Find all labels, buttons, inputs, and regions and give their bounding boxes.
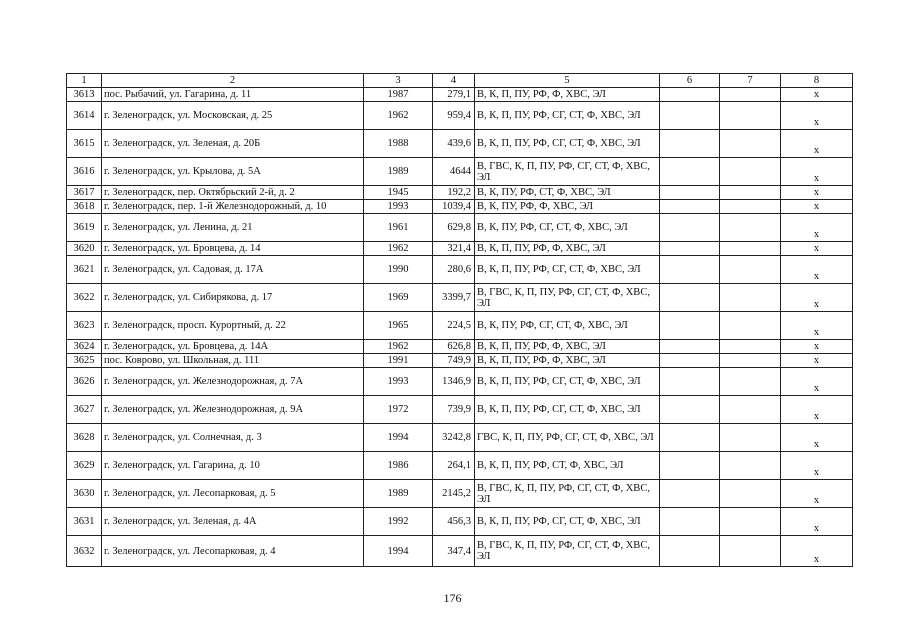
address-cell: г. Зеленоградск, пер. 1-й Железнодорожный, д. 10 xyxy=(102,200,364,214)
col6-cell xyxy=(660,340,720,354)
row-number: 3625 xyxy=(67,354,102,368)
row-number: 3613 xyxy=(67,88,102,102)
area-cell: 1039,4 xyxy=(433,200,475,214)
services-cell: В, ГВС, К, П, ПУ, РФ, СГ, СТ, Ф, ХВС, ЭЛ xyxy=(475,284,660,312)
mark-cell: х xyxy=(781,452,853,480)
area-cell: 264,1 xyxy=(433,452,475,480)
table-row xyxy=(67,368,853,396)
table-row xyxy=(67,354,853,368)
column-header: 4 xyxy=(433,74,475,88)
year-cell: 1972 xyxy=(364,396,433,424)
address-cell: г. Зеленоградск, ул. Гагарина, д. 10 xyxy=(102,452,364,480)
year-cell: 1986 xyxy=(364,452,433,480)
address-cell: пос. Рыбачий, ул. Гагарина, д. 11 xyxy=(102,88,364,102)
year-cell: 1994 xyxy=(364,536,433,567)
row-number: 3617 xyxy=(67,186,102,200)
mark-cell: х xyxy=(781,214,853,242)
area-cell: 629,8 xyxy=(433,214,475,242)
mark-cell: х xyxy=(781,130,853,158)
row-number: 3632 xyxy=(67,536,102,567)
table-row xyxy=(67,284,853,312)
services-cell: В, К, ПУ, РФ, Ф, ХВС, ЭЛ xyxy=(475,200,660,214)
area-cell: 279,1 xyxy=(433,88,475,102)
year-cell: 1990 xyxy=(364,256,433,284)
services-cell: В, К, П, ПУ, РФ, Ф, ХВС, ЭЛ xyxy=(475,242,660,256)
mark-cell: х xyxy=(781,102,853,130)
row-number: 3620 xyxy=(67,242,102,256)
area-cell: 192,2 xyxy=(433,186,475,200)
table-row xyxy=(67,242,853,256)
col6-cell xyxy=(660,88,720,102)
address-cell: г. Зеленоградск, ул. Садовая, д. 17А xyxy=(102,256,364,284)
row-number: 3622 xyxy=(67,284,102,312)
table-row xyxy=(67,312,853,340)
services-cell: В, ГВС, К, П, ПУ, РФ, СГ, СТ, Ф, ХВС, ЭЛ xyxy=(475,158,660,186)
year-cell: 1969 xyxy=(364,284,433,312)
address-cell: г. Зеленоградск, ул. Зеленая, д. 20Б xyxy=(102,130,364,158)
table-row xyxy=(67,158,853,186)
year-cell: 1988 xyxy=(364,130,433,158)
year-cell: 1987 xyxy=(364,88,433,102)
area-cell: 280,6 xyxy=(433,256,475,284)
row-number: 3623 xyxy=(67,312,102,340)
mark-cell: х xyxy=(781,424,853,452)
services-cell: В, К, П, ПУ, РФ, СГ, СТ, Ф, ХВС, ЭЛ xyxy=(475,396,660,424)
address-cell: г. Зеленоградск, ул. Ленина, д. 21 xyxy=(102,214,364,242)
col7-cell xyxy=(720,354,781,368)
row-number: 3614 xyxy=(67,102,102,130)
area-cell: 1346,9 xyxy=(433,368,475,396)
mark-cell: х xyxy=(781,396,853,424)
area-cell: 739,9 xyxy=(433,396,475,424)
col7-cell xyxy=(720,158,781,186)
year-cell: 1994 xyxy=(364,424,433,452)
year-cell: 1989 xyxy=(364,480,433,508)
year-cell: 1962 xyxy=(364,340,433,354)
year-cell: 1962 xyxy=(364,242,433,256)
row-number: 3628 xyxy=(67,424,102,452)
mark-cell: х xyxy=(781,340,853,354)
header-row xyxy=(67,74,853,88)
row-number: 3616 xyxy=(67,158,102,186)
col6-cell xyxy=(660,102,720,130)
year-cell: 1989 xyxy=(364,158,433,186)
col7-cell xyxy=(720,424,781,452)
row-number: 3618 xyxy=(67,200,102,214)
services-cell: В, К, ПУ, РФ, СГ, СТ, Ф, ХВС, ЭЛ xyxy=(475,312,660,340)
table-row xyxy=(67,396,853,424)
col7-cell xyxy=(720,340,781,354)
column-header: 5 xyxy=(475,74,660,88)
mark-cell: х xyxy=(781,354,853,368)
row-number: 3624 xyxy=(67,340,102,354)
row-number: 3615 xyxy=(67,130,102,158)
row-number: 3627 xyxy=(67,396,102,424)
col6-cell xyxy=(660,368,720,396)
year-cell: 1962 xyxy=(364,102,433,130)
col7-cell xyxy=(720,284,781,312)
table-row xyxy=(67,480,853,508)
year-cell: 1993 xyxy=(364,368,433,396)
area-cell: 456,3 xyxy=(433,508,475,536)
col6-cell xyxy=(660,452,720,480)
column-header: 2 xyxy=(102,74,364,88)
mark-cell: х xyxy=(781,284,853,312)
year-cell: 1965 xyxy=(364,312,433,340)
col6-cell xyxy=(660,312,720,340)
address-cell: г. Зеленоградск, ул. Бровцева, д. 14А xyxy=(102,340,364,354)
row-number: 3626 xyxy=(67,368,102,396)
mark-cell: х xyxy=(781,256,853,284)
col6-cell xyxy=(660,214,720,242)
col6-cell xyxy=(660,186,720,200)
services-cell: В, К, П, ПУ, РФ, СГ, СТ, Ф, ХВС, ЭЛ xyxy=(475,102,660,130)
table-row xyxy=(67,256,853,284)
col6-cell xyxy=(660,480,720,508)
row-number: 3630 xyxy=(67,480,102,508)
col7-cell xyxy=(720,480,781,508)
table-row xyxy=(67,452,853,480)
address-cell: г. Зеленоградск, ул. Сибирякова, д. 17 xyxy=(102,284,364,312)
services-cell: ГВС, К, П, ПУ, РФ, СГ, СТ, Ф, ХВС, ЭЛ xyxy=(475,424,660,452)
table-row xyxy=(67,130,853,158)
column-header: 7 xyxy=(720,74,781,88)
services-cell: В, К, П, ПУ, РФ, СГ, СТ, Ф, ХВС, ЭЛ xyxy=(475,508,660,536)
housing-register-table xyxy=(66,73,853,567)
services-cell: В, ГВС, К, П, ПУ, РФ, СГ, СТ, Ф, ХВС, ЭЛ xyxy=(475,480,660,508)
services-cell: В, К, П, ПУ, РФ, СГ, СТ, Ф, ХВС, ЭЛ xyxy=(475,130,660,158)
mark-cell: х xyxy=(781,186,853,200)
col7-cell xyxy=(720,186,781,200)
services-cell: В, К, ПУ, РФ, СГ, СТ, Ф, ХВС, ЭЛ xyxy=(475,214,660,242)
services-cell: В, ГВС, К, П, ПУ, РФ, СГ, СТ, Ф, ХВС, ЭЛ xyxy=(475,536,660,567)
mark-cell: х xyxy=(781,200,853,214)
area-cell: 439,6 xyxy=(433,130,475,158)
row-number: 3631 xyxy=(67,508,102,536)
address-cell: г. Зеленоградск, ул. Московская, д. 25 xyxy=(102,102,364,130)
services-cell: В, К, П, ПУ, РФ, СТ, Ф, ХВС, ЭЛ xyxy=(475,452,660,480)
row-number: 3621 xyxy=(67,256,102,284)
col7-cell xyxy=(720,256,781,284)
col7-cell xyxy=(720,130,781,158)
table-row xyxy=(67,536,853,567)
col6-cell xyxy=(660,424,720,452)
col7-cell xyxy=(720,452,781,480)
year-cell: 1991 xyxy=(364,354,433,368)
row-number: 3629 xyxy=(67,452,102,480)
services-cell: В, К, П, ПУ, РФ, Ф, ХВС, ЭЛ xyxy=(475,88,660,102)
address-cell: г. Зеленоградск, ул. Лесопарковая, д. 5 xyxy=(102,480,364,508)
col6-cell xyxy=(660,158,720,186)
services-cell: В, К, П, ПУ, РФ, Ф, ХВС, ЭЛ xyxy=(475,340,660,354)
area-cell: 321,4 xyxy=(433,242,475,256)
address-cell: г. Зеленоградск, ул. Железнодорожная, д. 7А xyxy=(102,368,364,396)
col6-cell xyxy=(660,256,720,284)
mark-cell: х xyxy=(781,536,853,567)
col6-cell xyxy=(660,200,720,214)
address-cell: г. Зеленоградск, просп. Курортный, д. 22 xyxy=(102,312,364,340)
year-cell: 1993 xyxy=(364,200,433,214)
mark-cell: х xyxy=(781,158,853,186)
services-cell: В, К, П, ПУ, РФ, СГ, СТ, Ф, ХВС, ЭЛ xyxy=(475,256,660,284)
table-row xyxy=(67,424,853,452)
services-cell: В, К, ПУ, РФ, СТ, Ф, ХВС, ЭЛ xyxy=(475,186,660,200)
table-row xyxy=(67,508,853,536)
area-cell: 3242,8 xyxy=(433,424,475,452)
table-row xyxy=(67,186,853,200)
area-cell: 626,8 xyxy=(433,340,475,354)
year-cell: 1945 xyxy=(364,186,433,200)
mark-cell: х xyxy=(781,368,853,396)
col7-cell xyxy=(720,536,781,567)
area-cell: 224,5 xyxy=(433,312,475,340)
area-cell: 4644 xyxy=(433,158,475,186)
column-header: 3 xyxy=(364,74,433,88)
area-cell: 749,9 xyxy=(433,354,475,368)
col7-cell xyxy=(720,368,781,396)
table-row xyxy=(67,102,853,130)
column-header: 6 xyxy=(660,74,720,88)
mark-cell: х xyxy=(781,508,853,536)
address-cell: г. Зеленоградск, ул. Крылова, д. 5А xyxy=(102,158,364,186)
row-number: 3619 xyxy=(67,214,102,242)
area-cell: 959,4 xyxy=(433,102,475,130)
col7-cell xyxy=(720,508,781,536)
col6-cell xyxy=(660,284,720,312)
col6-cell xyxy=(660,130,720,158)
area-cell: 2145,2 xyxy=(433,480,475,508)
col6-cell xyxy=(660,242,720,256)
page-number: 176 xyxy=(443,591,462,605)
table-row xyxy=(67,214,853,242)
col6-cell xyxy=(660,508,720,536)
year-cell: 1992 xyxy=(364,508,433,536)
col6-cell xyxy=(660,536,720,567)
table-row xyxy=(67,88,853,102)
mark-cell: х xyxy=(781,312,853,340)
address-cell: г. Зеленоградск, ул. Бровцева, д. 14 xyxy=(102,242,364,256)
col7-cell xyxy=(720,396,781,424)
col6-cell xyxy=(660,396,720,424)
area-cell: 347,4 xyxy=(433,536,475,567)
address-cell: пос. Коврово, ул. Школьная, д. 111 xyxy=(102,354,364,368)
address-cell: г. Зеленоградск, пер. Октябрьский 2-й, д. 2 xyxy=(102,186,364,200)
mark-cell: х xyxy=(781,88,853,102)
mark-cell: х xyxy=(781,480,853,508)
address-cell: г. Зеленоградск, ул. Зеленая, д. 4А xyxy=(102,508,364,536)
address-cell: г. Зеленоградск, ул. Лесопарковая, д. 4 xyxy=(102,536,364,567)
services-cell: В, К, П, ПУ, РФ, Ф, ХВС, ЭЛ xyxy=(475,354,660,368)
address-cell: г. Зеленоградск, ул. Солнечная, д. 3 xyxy=(102,424,364,452)
col6-cell xyxy=(660,354,720,368)
col7-cell xyxy=(720,312,781,340)
col7-cell xyxy=(720,102,781,130)
table-row xyxy=(67,340,853,354)
services-cell: В, К, П, ПУ, РФ, СГ, СТ, Ф, ХВС, ЭЛ xyxy=(475,368,660,396)
mark-cell: х xyxy=(781,242,853,256)
col7-cell xyxy=(720,200,781,214)
col7-cell xyxy=(720,214,781,242)
column-header: 8 xyxy=(781,74,853,88)
column-header: 1 xyxy=(67,74,102,88)
address-cell: г. Зеленоградск, ул. Железнодорожная, д. 9А xyxy=(102,396,364,424)
area-cell: 3399,7 xyxy=(433,284,475,312)
year-cell: 1961 xyxy=(364,214,433,242)
col7-cell xyxy=(720,242,781,256)
col7-cell xyxy=(720,88,781,102)
table-row xyxy=(67,200,853,214)
